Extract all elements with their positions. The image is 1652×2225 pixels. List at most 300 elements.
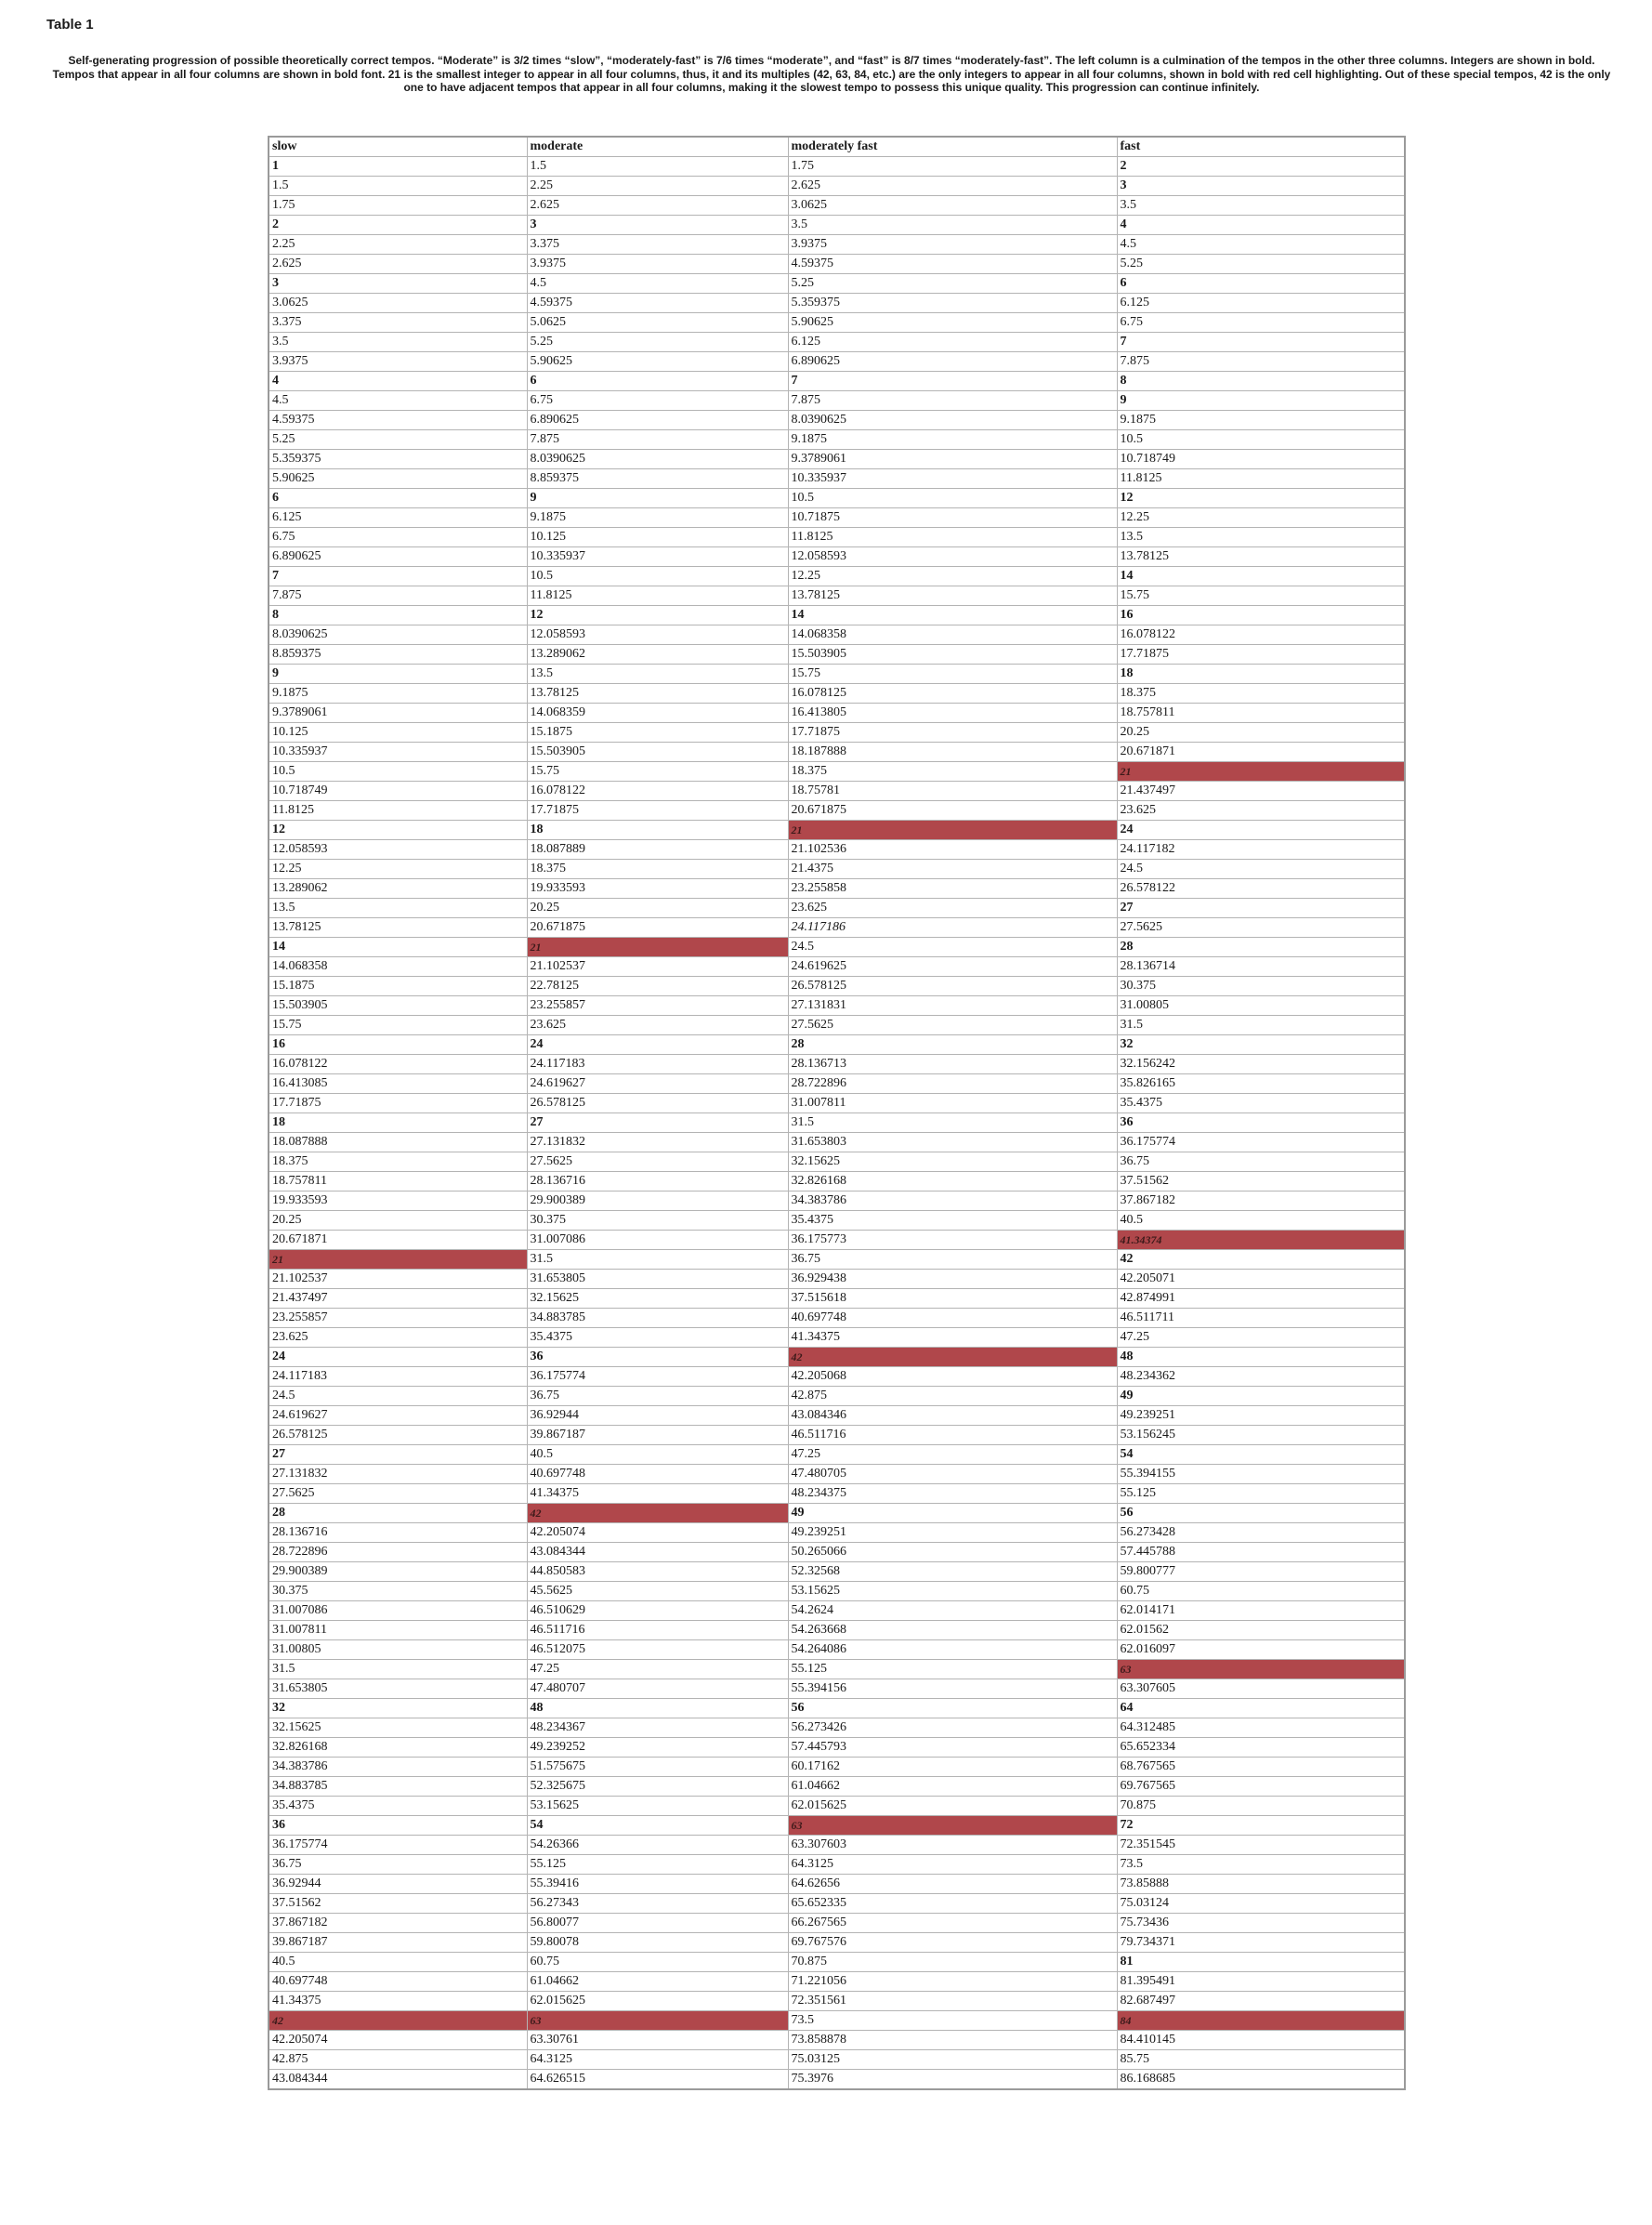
column-header-fast: fast xyxy=(1117,137,1405,157)
table-row xyxy=(269,1543,1405,1562)
cell-moderate: 40.697748 xyxy=(527,1465,788,1484)
cell-moderate: 48 xyxy=(527,1699,788,1718)
cell-moderate: 44.850583 xyxy=(527,1562,788,1582)
cell-slow: 31.00805 xyxy=(269,1640,527,1660)
cell-fast: 27.5625 xyxy=(1117,918,1405,938)
cell-fast: 5.25 xyxy=(1117,255,1405,274)
cell-slow: 7 xyxy=(269,567,527,586)
cell-moderately-fast: 43.084346 xyxy=(788,1406,1117,1426)
cell-slow: 14.068358 xyxy=(269,957,527,977)
cell-moderately-fast: 24.619625 xyxy=(788,957,1117,977)
table-row xyxy=(269,1172,1405,1191)
cell-moderately-fast: 27.5625 xyxy=(788,1016,1117,1035)
cell-slow: 6.890625 xyxy=(269,547,527,567)
cell-slow: 31.5 xyxy=(269,1660,527,1679)
cell-moderately-fast: 42 xyxy=(788,1348,1117,1367)
cell-slow: 5.90625 xyxy=(269,469,527,489)
cell-fast: 31.5 xyxy=(1117,1016,1405,1035)
cell-moderate: 20.671875 xyxy=(527,918,788,938)
cell-slow: 36.175774 xyxy=(269,1836,527,1855)
cell-slow: 39.867187 xyxy=(269,1933,527,1953)
cell-moderately-fast: 50.265066 xyxy=(788,1543,1117,1562)
cell-moderate: 36 xyxy=(527,1348,788,1367)
cell-fast: 85.75 xyxy=(1117,2050,1405,2070)
table-row xyxy=(269,1914,1405,1933)
cell-fast: 21.437497 xyxy=(1117,782,1405,801)
cell-moderately-fast: 63.307603 xyxy=(788,1836,1117,1855)
cell-moderately-fast: 12.058593 xyxy=(788,547,1117,567)
cell-moderately-fast: 14 xyxy=(788,606,1117,625)
cell-moderately-fast: 10.5 xyxy=(788,489,1117,508)
cell-slow: 7.875 xyxy=(269,586,527,606)
cell-moderate: 5.0625 xyxy=(527,313,788,333)
cell-slow: 31.007086 xyxy=(269,1601,527,1621)
cell-moderately-fast: 6.125 xyxy=(788,333,1117,352)
table-body xyxy=(269,157,1405,2090)
cell-slow: 24.619627 xyxy=(269,1406,527,1426)
cell-slow: 3 xyxy=(269,274,527,294)
table-row xyxy=(269,1640,1405,1660)
cell-fast: 16 xyxy=(1117,606,1405,625)
cell-moderate: 13.5 xyxy=(527,665,788,684)
cell-fast: 60.75 xyxy=(1117,1582,1405,1601)
cell-fast: 24 xyxy=(1117,821,1405,840)
cell-fast: 26.578122 xyxy=(1117,879,1405,899)
table-row xyxy=(269,2050,1405,2070)
cell-fast: 9 xyxy=(1117,391,1405,411)
cell-slow: 18.757811 xyxy=(269,1172,527,1191)
table-row xyxy=(269,1016,1405,1035)
cell-moderately-fast: 9.1875 xyxy=(788,430,1117,450)
cell-slow: 10.5 xyxy=(269,762,527,782)
cell-moderate: 36.175774 xyxy=(527,1367,788,1387)
cell-moderate: 60.75 xyxy=(527,1953,788,1972)
table-row xyxy=(269,235,1405,255)
cell-fast: 20.25 xyxy=(1117,723,1405,743)
cell-fast: 36.75 xyxy=(1117,1152,1405,1172)
cell-moderate: 51.575675 xyxy=(527,1758,788,1777)
table-row xyxy=(269,391,1405,411)
cell-moderately-fast: 49.239251 xyxy=(788,1523,1117,1543)
cell-moderately-fast: 36.75 xyxy=(788,1250,1117,1270)
cell-fast: 62.01562 xyxy=(1117,1621,1405,1640)
cell-moderate: 48.234367 xyxy=(527,1718,788,1738)
cell-slow: 12 xyxy=(269,821,527,840)
cell-moderate: 56.80077 xyxy=(527,1914,788,1933)
cell-fast: 32 xyxy=(1117,1035,1405,1055)
cell-slow: 3.5 xyxy=(269,333,527,352)
cell-moderate: 16.078122 xyxy=(527,782,788,801)
cell-slow: 15.75 xyxy=(269,1016,527,1035)
table-row xyxy=(269,1601,1405,1621)
cell-slow: 10.335937 xyxy=(269,743,527,762)
cell-moderate: 1.5 xyxy=(527,157,788,177)
cell-fast: 28 xyxy=(1117,938,1405,957)
cell-moderate: 45.5625 xyxy=(527,1582,788,1601)
table-row xyxy=(269,1758,1405,1777)
cell-slow: 32.826168 xyxy=(269,1738,527,1758)
cell-moderate: 64.626515 xyxy=(527,2070,788,2090)
cell-moderate: 62.015625 xyxy=(527,1992,788,2011)
table-row xyxy=(269,899,1405,918)
column-header-moderate: moderate xyxy=(527,137,788,157)
table-row xyxy=(269,1055,1405,1074)
cell-slow: 21 xyxy=(269,1250,527,1270)
cell-moderate: 3.9375 xyxy=(527,255,788,274)
cell-moderately-fast: 69.767576 xyxy=(788,1933,1117,1953)
cell-moderately-fast: 9.3789061 xyxy=(788,450,1117,469)
cell-moderate: 27 xyxy=(527,1113,788,1133)
cell-moderate: 28.136716 xyxy=(527,1172,788,1191)
cell-fast: 75.03124 xyxy=(1117,1894,1405,1914)
column-header-moderately-fast: moderately fast xyxy=(788,137,1117,157)
cell-fast: 79.734371 xyxy=(1117,1933,1405,1953)
cell-moderate: 8.859375 xyxy=(527,469,788,489)
cell-slow: 29.900389 xyxy=(269,1562,527,1582)
table-row xyxy=(269,586,1405,606)
table-label: Table 1 xyxy=(46,17,94,33)
cell-slow: 36.92944 xyxy=(269,1875,527,1894)
cell-fast: 47.25 xyxy=(1117,1328,1405,1348)
cell-moderate: 31.5 xyxy=(527,1250,788,1270)
cell-fast: 72 xyxy=(1117,1816,1405,1836)
cell-moderately-fast: 1.75 xyxy=(788,157,1117,177)
table-row xyxy=(269,1328,1405,1348)
cell-fast: 24.5 xyxy=(1117,860,1405,879)
table-row xyxy=(269,1348,1405,1367)
cell-slow: 37.51562 xyxy=(269,1894,527,1914)
cell-slow: 16 xyxy=(269,1035,527,1055)
cell-moderate: 13.289062 xyxy=(527,645,788,665)
cell-fast: 75.73436 xyxy=(1117,1914,1405,1933)
cell-moderately-fast: 17.71875 xyxy=(788,723,1117,743)
cell-slow: 6 xyxy=(269,489,527,508)
cell-moderately-fast: 14.068358 xyxy=(788,625,1117,645)
table-row xyxy=(269,196,1405,216)
cell-moderate: 14.068359 xyxy=(527,704,788,723)
cell-moderate: 32.15625 xyxy=(527,1289,788,1309)
table-row xyxy=(269,1679,1405,1699)
cell-slow: 9 xyxy=(269,665,527,684)
cell-moderate: 35.4375 xyxy=(527,1328,788,1348)
cell-slow: 27.5625 xyxy=(269,1484,527,1504)
cell-slow: 1.75 xyxy=(269,196,527,216)
cell-moderately-fast: 48.234375 xyxy=(788,1484,1117,1504)
table-row xyxy=(269,1523,1405,1543)
cell-fast: 42 xyxy=(1117,1250,1405,1270)
table-row xyxy=(269,1113,1405,1133)
cell-fast: 56.273428 xyxy=(1117,1523,1405,1543)
cell-moderately-fast: 75.03125 xyxy=(788,2050,1117,2070)
table-row xyxy=(269,1250,1405,1270)
cell-moderate: 31.007086 xyxy=(527,1231,788,1250)
table-row xyxy=(269,743,1405,762)
cell-fast: 69.767565 xyxy=(1117,1777,1405,1797)
table-row xyxy=(269,977,1405,996)
cell-slow: 34.883785 xyxy=(269,1777,527,1797)
cell-moderate: 42.205074 xyxy=(527,1523,788,1543)
cell-fast: 14 xyxy=(1117,567,1405,586)
cell-slow: 18.087888 xyxy=(269,1133,527,1152)
table-row xyxy=(269,1191,1405,1211)
table-row xyxy=(269,801,1405,821)
cell-moderate: 40.5 xyxy=(527,1445,788,1465)
cell-moderately-fast: 21 xyxy=(788,821,1117,840)
cell-moderate: 18 xyxy=(527,821,788,840)
cell-moderately-fast: 20.671875 xyxy=(788,801,1117,821)
cell-moderate: 18.087889 xyxy=(527,840,788,860)
cell-slow: 5.25 xyxy=(269,430,527,450)
cell-moderately-fast: 73.5 xyxy=(788,2011,1117,2031)
table-row xyxy=(269,918,1405,938)
cell-moderately-fast: 54.263668 xyxy=(788,1621,1117,1640)
cell-moderately-fast: 63 xyxy=(788,1816,1117,1836)
cell-moderately-fast: 55.125 xyxy=(788,1660,1117,1679)
cell-fast: 73.5 xyxy=(1117,1855,1405,1875)
cell-moderate: 61.04662 xyxy=(527,1972,788,1992)
cell-slow: 27 xyxy=(269,1445,527,1465)
table-row xyxy=(269,528,1405,547)
table-row xyxy=(269,1426,1405,1445)
cell-fast: 7.875 xyxy=(1117,352,1405,372)
cell-moderately-fast: 10.71875 xyxy=(788,508,1117,528)
cell-fast: 18 xyxy=(1117,665,1405,684)
table-row xyxy=(269,450,1405,469)
cell-moderate: 7.875 xyxy=(527,430,788,450)
cell-moderately-fast: 5.90625 xyxy=(788,313,1117,333)
cell-moderately-fast: 41.34375 xyxy=(788,1328,1117,1348)
cell-fast: 3 xyxy=(1117,177,1405,196)
cell-moderate: 20.25 xyxy=(527,899,788,918)
cell-moderately-fast: 5.25 xyxy=(788,274,1117,294)
cell-moderately-fast: 61.04662 xyxy=(788,1777,1117,1797)
table-row xyxy=(269,1094,1405,1113)
cell-slow: 2 xyxy=(269,216,527,235)
table-row xyxy=(269,567,1405,586)
table-row xyxy=(269,274,1405,294)
cell-slow: 8.0390625 xyxy=(269,625,527,645)
table-row xyxy=(269,508,1405,528)
table-row xyxy=(269,1133,1405,1152)
table-row xyxy=(269,1074,1405,1094)
cell-moderate: 46.510629 xyxy=(527,1601,788,1621)
table-row xyxy=(269,625,1405,645)
cell-fast: 12.25 xyxy=(1117,508,1405,528)
cell-slow: 4.59375 xyxy=(269,411,527,430)
cell-moderate: 26.578125 xyxy=(527,1094,788,1113)
table-row xyxy=(269,547,1405,567)
cell-slow: 24.5 xyxy=(269,1387,527,1406)
cell-moderately-fast: 62.015625 xyxy=(788,1797,1117,1816)
cell-slow: 32 xyxy=(269,1699,527,1718)
cell-fast: 37.51562 xyxy=(1117,1172,1405,1191)
cell-slow: 24.117183 xyxy=(269,1367,527,1387)
cell-fast: 68.767565 xyxy=(1117,1758,1405,1777)
cell-moderately-fast: 31.653803 xyxy=(788,1133,1117,1152)
cell-moderate: 36.92944 xyxy=(527,1406,788,1426)
table-row xyxy=(269,2031,1405,2050)
cell-moderately-fast: 27.131831 xyxy=(788,996,1117,1016)
cell-slow: 4.5 xyxy=(269,391,527,411)
cell-moderately-fast: 3.9375 xyxy=(788,235,1117,255)
cell-fast: 48.234362 xyxy=(1117,1367,1405,1387)
cell-slow: 10.125 xyxy=(269,723,527,743)
cell-moderately-fast: 18.375 xyxy=(788,762,1117,782)
table-row xyxy=(269,1621,1405,1640)
cell-moderate: 15.503905 xyxy=(527,743,788,762)
cell-fast: 6 xyxy=(1117,274,1405,294)
table-row xyxy=(269,782,1405,801)
cell-slow: 20.671871 xyxy=(269,1231,527,1250)
cell-fast: 81.395491 xyxy=(1117,1972,1405,1992)
cell-slow: 14 xyxy=(269,938,527,957)
cell-fast: 84.410145 xyxy=(1117,2031,1405,2050)
cell-moderate: 59.80078 xyxy=(527,1933,788,1953)
table-row xyxy=(269,333,1405,352)
cell-slow: 15.503905 xyxy=(269,996,527,1016)
cell-moderate: 3.375 xyxy=(527,235,788,255)
table-row xyxy=(269,255,1405,274)
table-row xyxy=(269,352,1405,372)
cell-moderate: 12.058593 xyxy=(527,625,788,645)
cell-moderately-fast: 28.722896 xyxy=(788,1074,1117,1094)
cell-slow: 6.125 xyxy=(269,508,527,528)
cell-slow: 19.933593 xyxy=(269,1191,527,1211)
cell-moderate: 9.1875 xyxy=(527,508,788,528)
cell-moderately-fast: 75.3976 xyxy=(788,2070,1117,2090)
cell-moderate: 9 xyxy=(527,489,788,508)
cell-fast: 6.125 xyxy=(1117,294,1405,313)
cell-slow: 13.289062 xyxy=(269,879,527,899)
cell-moderate: 23.625 xyxy=(527,1016,788,1035)
table-row xyxy=(269,1972,1405,1992)
cell-moderately-fast: 12.25 xyxy=(788,567,1117,586)
cell-fast: 49.239251 xyxy=(1117,1406,1405,1426)
cell-fast: 46.511711 xyxy=(1117,1309,1405,1328)
cell-slow: 31.653805 xyxy=(269,1679,527,1699)
table-row xyxy=(269,1953,1405,1972)
cell-moderately-fast: 55.394156 xyxy=(788,1679,1117,1699)
cell-moderately-fast: 34.383786 xyxy=(788,1191,1117,1211)
cell-fast: 64 xyxy=(1117,1699,1405,1718)
table-row xyxy=(269,1875,1405,1894)
cell-fast: 48 xyxy=(1117,1348,1405,1367)
cell-fast: 9.1875 xyxy=(1117,411,1405,430)
cell-moderately-fast: 49 xyxy=(788,1504,1117,1523)
cell-moderate: 23.255857 xyxy=(527,996,788,1016)
cell-moderate: 46.511716 xyxy=(527,1621,788,1640)
cell-moderately-fast: 56.273426 xyxy=(788,1718,1117,1738)
cell-fast: 27 xyxy=(1117,899,1405,918)
cell-moderately-fast: 72.351561 xyxy=(788,1992,1117,2011)
cell-fast: 18.375 xyxy=(1117,684,1405,704)
cell-fast: 12 xyxy=(1117,489,1405,508)
cell-slow: 1 xyxy=(269,157,527,177)
cell-moderately-fast: 56 xyxy=(788,1699,1117,1718)
cell-slow: 40.697748 xyxy=(269,1972,527,1992)
cell-moderate: 24.117183 xyxy=(527,1055,788,1074)
cell-moderate: 49.239252 xyxy=(527,1738,788,1758)
table-row xyxy=(269,177,1405,196)
cell-moderately-fast: 64.62656 xyxy=(788,1875,1117,1894)
cell-fast: 10.718749 xyxy=(1117,450,1405,469)
cell-slow: 18.375 xyxy=(269,1152,527,1172)
cell-fast: 86.168685 xyxy=(1117,2070,1405,2090)
cell-slow: 24 xyxy=(269,1348,527,1367)
cell-fast: 72.351545 xyxy=(1117,1836,1405,1855)
cell-slow: 23.255857 xyxy=(269,1309,527,1328)
table-row xyxy=(269,372,1405,391)
cell-moderate: 47.480707 xyxy=(527,1679,788,1699)
table-row xyxy=(269,1406,1405,1426)
cell-moderate: 30.375 xyxy=(527,1211,788,1231)
cell-slow: 32.15625 xyxy=(269,1718,527,1738)
cell-slow: 42.205074 xyxy=(269,2031,527,2050)
cell-fast: 18.757811 xyxy=(1117,704,1405,723)
cell-fast: 70.875 xyxy=(1117,1797,1405,1816)
cell-moderately-fast: 42.205068 xyxy=(788,1367,1117,1387)
cell-fast: 53.156245 xyxy=(1117,1426,1405,1445)
cell-slow: 4 xyxy=(269,372,527,391)
cell-fast: 6.75 xyxy=(1117,313,1405,333)
cell-moderate: 55.125 xyxy=(527,1855,788,1875)
cell-fast: 65.652334 xyxy=(1117,1738,1405,1758)
table-row xyxy=(269,469,1405,489)
cell-fast: 49 xyxy=(1117,1387,1405,1406)
cell-moderately-fast: 3.0625 xyxy=(788,196,1117,216)
cell-fast: 20.671871 xyxy=(1117,743,1405,762)
cell-moderately-fast: 36.929438 xyxy=(788,1270,1117,1289)
cell-moderately-fast: 21.4375 xyxy=(788,860,1117,879)
cell-moderate: 18.375 xyxy=(527,860,788,879)
table-row xyxy=(269,1894,1405,1914)
cell-moderately-fast: 47.25 xyxy=(788,1445,1117,1465)
cell-slow: 18 xyxy=(269,1113,527,1133)
cell-moderate: 64.3125 xyxy=(527,2050,788,2070)
cell-slow: 8.859375 xyxy=(269,645,527,665)
cell-moderately-fast: 57.445793 xyxy=(788,1738,1117,1758)
cell-moderately-fast: 15.75 xyxy=(788,665,1117,684)
table-row xyxy=(269,294,1405,313)
tempo-table xyxy=(268,136,1406,2090)
cell-moderately-fast: 31.007811 xyxy=(788,1094,1117,1113)
cell-slow: 42 xyxy=(269,2011,527,2031)
cell-slow: 13.78125 xyxy=(269,918,527,938)
table-row xyxy=(269,762,1405,782)
cell-fast: 4.5 xyxy=(1117,235,1405,255)
cell-moderate: 4.59375 xyxy=(527,294,788,313)
cell-slow: 1.5 xyxy=(269,177,527,196)
table-row xyxy=(269,879,1405,899)
cell-fast: 35.4375 xyxy=(1117,1094,1405,1113)
cell-moderate: 43.084344 xyxy=(527,1543,788,1562)
table-row xyxy=(269,1367,1405,1387)
cell-moderately-fast: 11.8125 xyxy=(788,528,1117,547)
cell-moderate: 15.75 xyxy=(527,762,788,782)
cell-moderate: 63 xyxy=(527,2011,788,2031)
table-row xyxy=(269,665,1405,684)
cell-moderate: 56.27343 xyxy=(527,1894,788,1914)
table-row xyxy=(269,704,1405,723)
cell-moderately-fast: 54.2624 xyxy=(788,1601,1117,1621)
cell-moderately-fast: 6.890625 xyxy=(788,352,1117,372)
cell-slow: 23.625 xyxy=(269,1328,527,1348)
cell-moderately-fast: 7 xyxy=(788,372,1117,391)
table-row xyxy=(269,1035,1405,1055)
table-row xyxy=(269,216,1405,235)
cell-moderately-fast: 3.5 xyxy=(788,216,1117,235)
cell-moderately-fast: 66.267565 xyxy=(788,1914,1117,1933)
